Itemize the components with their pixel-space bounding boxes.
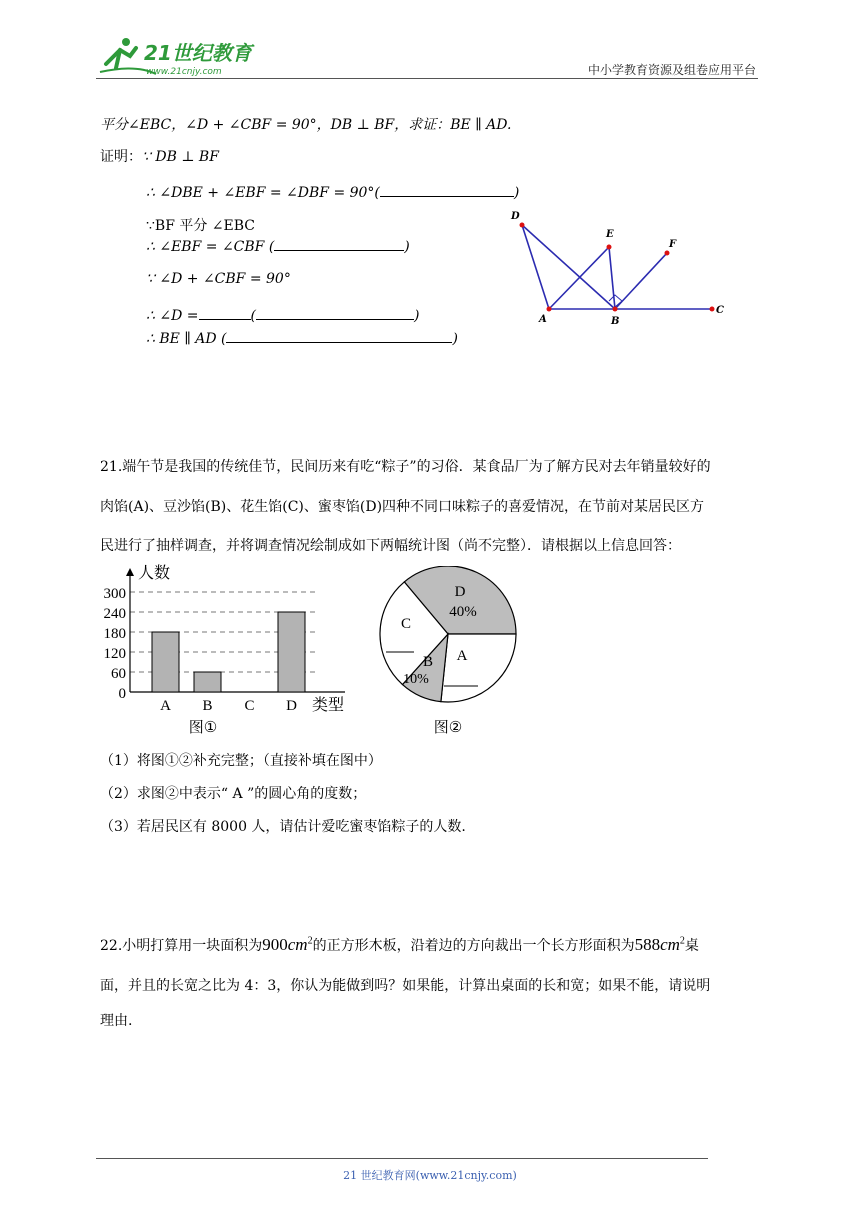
proof-step-6 xyxy=(146,305,419,324)
y-tick-label: 180 xyxy=(103,626,126,642)
q20-proof xyxy=(100,146,219,166)
label-B: B xyxy=(611,316,620,327)
q20-line1: 平分∠EBC，∠D + ∠CBF = 90°，DB ⊥ BF，求证：BE ∥ AD. xyxy=(100,117,512,133)
q22-value-588: $588cm^2$ xyxy=(634,935,685,954)
bar-B xyxy=(194,672,221,692)
blank-2[interactable] xyxy=(274,236,404,251)
pie-label-A: A xyxy=(456,648,468,664)
q22-text-a: 22.小明打算用一块面积为 xyxy=(100,938,263,954)
pie-label-B: B xyxy=(422,654,434,670)
pie-percent-D: 40% xyxy=(449,604,477,620)
y-axis-label: 人数 xyxy=(138,563,171,582)
header-divider xyxy=(96,78,758,79)
bar-chart xyxy=(90,562,360,740)
x-axis-label: 类型 xyxy=(312,695,345,714)
label-A: A xyxy=(539,314,547,325)
q21-line3: 民进行了抽样调查，并将调查情况绘制成如下两幅统计图（尚不完整）．请根据以上信息回答： xyxy=(100,538,681,554)
logo-text: 21世纪教育 xyxy=(144,41,252,65)
proof-step-4 xyxy=(146,236,410,255)
header-platform-name: 中小学教育资源及组卷应用平台 xyxy=(587,63,756,77)
blank-4[interactable] xyxy=(256,305,414,320)
q22-line3: 理由. xyxy=(100,1013,133,1029)
x-tick-label: B xyxy=(202,698,213,714)
x-tick-label: A xyxy=(160,698,171,714)
pie-slice-A xyxy=(441,634,516,702)
logo-url: www.21cnjy.com xyxy=(146,67,222,77)
y-tick-label: 240 xyxy=(103,606,126,622)
proof-step-2-end: ) xyxy=(513,185,520,201)
blank-1[interactable] xyxy=(380,182,514,197)
bar-D xyxy=(278,612,305,692)
proof-step-7-text: ∴ BE ∥ AD ( xyxy=(146,331,227,347)
pie-label-C: C xyxy=(400,616,412,632)
q22-line1 xyxy=(100,935,699,955)
proof-step-6-text: ∴ ∠D = xyxy=(146,308,199,324)
label-F: F xyxy=(669,239,677,250)
proof-step-5: ∵ ∠D + ∠CBF = 90° xyxy=(146,271,291,287)
label-D: D xyxy=(511,211,520,222)
y-tick-label: 0 xyxy=(118,686,126,702)
y-tick-label: 120 xyxy=(103,646,126,662)
q22-line2: 面，并且的长宽之比为 4：3，你认为能做到吗？如果能，计算出桌面的长和宽；如果不能，请说明 xyxy=(100,978,711,994)
y-axis-arrow-icon xyxy=(126,568,134,576)
label-E: E xyxy=(606,229,614,240)
y-tick-label: 300 xyxy=(103,586,126,602)
proof-step-3: ∵BF 平分 ∠EBC xyxy=(146,218,256,234)
chart-caption: 图① xyxy=(188,718,218,736)
q21-line1: 21.端午节是我国的传统佳节，民间历来有吃“粽子”的习俗．某食品厂为了解方民对去年销量较好的 xyxy=(100,459,711,475)
q21-line2: 肉馅(A)、豆沙馅(B)、花生馅(C)、蜜枣馅(D)四种不同口味粽子的喜爱情况，在节前对某居民区方 xyxy=(100,499,705,515)
proof-step-4-text: ∴ ∠EBF = ∠CBF ( xyxy=(146,239,275,255)
chart-caption: 图② xyxy=(433,718,463,736)
proof-step-7-end: ) xyxy=(452,331,458,347)
x-tick-label: D xyxy=(286,698,297,714)
pie-label-D: D xyxy=(454,584,466,600)
proof-label: 证明： xyxy=(100,149,142,165)
geometry-figure xyxy=(505,205,735,330)
q21-sub1: （1）将图①②补充完整；（直接补填在图中） xyxy=(100,753,382,769)
site-logo xyxy=(96,34,266,78)
pie-chart xyxy=(370,566,530,740)
blank-5[interactable] xyxy=(226,328,452,343)
q22-text-c: 桌 xyxy=(684,938,699,954)
bar-A xyxy=(152,632,179,692)
proof-step-2 xyxy=(146,182,519,201)
proof-step-4-end: ) xyxy=(404,239,410,255)
q21-sub3: （3）若居民区有 8000 人，请估计爱吃蜜枣馅粽子的人数. xyxy=(100,819,466,835)
q22-value-900: $900cm^2$ xyxy=(262,935,313,954)
proof-step-1: ∵ DB ⊥ BF xyxy=(142,149,219,165)
y-tick-label: 60 xyxy=(111,666,126,682)
label-C: C xyxy=(716,305,724,316)
q22-text-b: 的正方形木板，沿着边的方向裁出一个长方形面积为 xyxy=(312,938,635,954)
pie-percent-B: 10% xyxy=(403,672,429,687)
proof-step-2-text: ∴ ∠DBE + ∠EBF = ∠DBF = 90°( xyxy=(146,185,380,201)
blank-3[interactable] xyxy=(199,305,251,320)
x-tick-label: C xyxy=(244,698,255,714)
footer-text: 21 世纪教育网(www.21cnjy.com) xyxy=(343,1169,517,1182)
proof-step-6-open: ( xyxy=(250,308,256,324)
proof-step-7 xyxy=(146,328,458,347)
footer-divider xyxy=(96,1158,708,1159)
q21-sub2: （2）求图②中表示“ A ”的圆心角的度数； xyxy=(100,786,367,802)
proof-step-6-end: ) xyxy=(413,308,420,324)
